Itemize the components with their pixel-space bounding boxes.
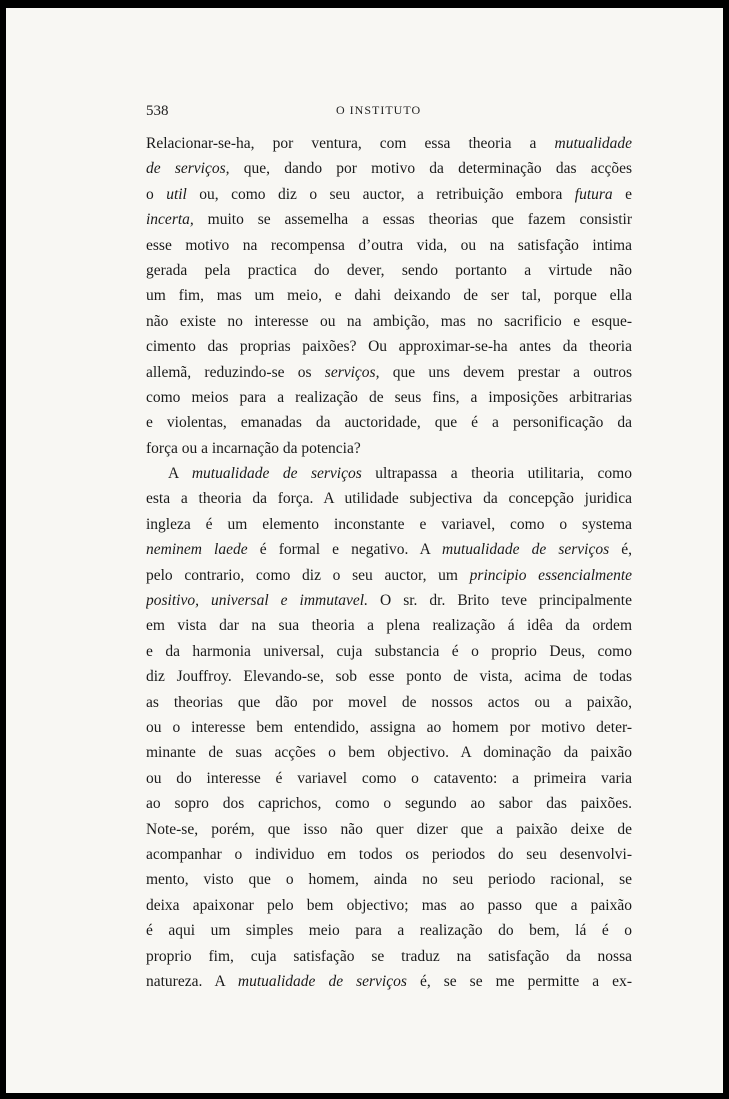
text-segment: esta a theoria da força. A utilidade subjectiva da concepção juridica <box>146 490 632 508</box>
text-line <box>146 461 632 486</box>
text-segment: ou o interesse bem entendido, assigna ao homem por motivo deter- <box>146 718 632 736</box>
text-segment: é, se se me permitte a ex- <box>406 972 632 990</box>
text-segment: muito se assemelha a essas theorias que fazem consistir <box>193 211 632 229</box>
text-segment: ao sopro dos caprichos, como o segundo ao sabor das paixões. <box>146 795 632 813</box>
text-segment: gerada pela practica do dever, sendo portanto a virtude não <box>146 261 632 279</box>
text-line <box>146 512 632 537</box>
italic-segment: serviços, <box>324 363 380 381</box>
text-segment: diz Jouffroy. Elevando-se, sob esse ponto de vista, acima de todas <box>146 668 632 686</box>
text-segment: em vista dar na sua theoria a plena realização á idêa da ordem <box>146 617 632 635</box>
body-text <box>146 131 632 994</box>
text-segment: e da harmonia universal, cuja substancia é o proprio Deus, como <box>146 642 632 660</box>
text-line <box>146 715 632 740</box>
text-line <box>146 537 632 562</box>
italic-segment: principio essencialmente <box>469 566 632 584</box>
running-title: O INSTITUTO <box>336 103 422 117</box>
text-line <box>146 233 632 258</box>
text-segment: e violentas, emanadas da auctoridade, que é a personificação da <box>146 414 632 432</box>
text-line <box>146 436 632 461</box>
text-line <box>146 410 632 435</box>
italic-segment: positivo, universal e immutavel. <box>146 592 368 610</box>
text-line <box>146 842 632 867</box>
text-segment: O sr. dr. Brito teve principalmente <box>367 592 632 610</box>
text-segment: não existe no interesse ou na ambição, mas no sacrificio e esque- <box>146 312 632 330</box>
text-segment: minante de suas acções o bem objectivo. A dominação da paixão <box>146 744 632 762</box>
text-segment: um fim, mas um meio, e dahi deixando de ser tal, porque ella <box>146 287 632 305</box>
text-line <box>146 486 632 511</box>
text-line <box>146 588 632 613</box>
text-line <box>146 283 632 308</box>
text-segment: força ou a incarnação da potencia? <box>146 439 361 457</box>
text-segment: Relacionar-se-ha, por ventura, com essa theoria a <box>146 135 555 152</box>
text-line <box>146 690 632 715</box>
text-segment: é aqui um simples meio para a realização do bem, lá é o <box>146 922 632 940</box>
text-segment: Note-se, porém, que isso não quer dizer que a paixão deixe de <box>146 820 632 838</box>
text-line <box>146 893 632 918</box>
text-line <box>146 563 632 588</box>
text-line <box>146 817 632 842</box>
text-line <box>146 944 632 969</box>
italic-segment: neminem laede <box>146 541 248 559</box>
text-line <box>146 969 632 994</box>
text-segment: acompanhar o individuo em todos os periodos do seu desenvolvi- <box>146 845 632 863</box>
italic-segment: mutualidade de serviços <box>191 465 362 483</box>
text-segment: ou, como diz o seu auctor, a retribuição embora <box>186 185 575 203</box>
italic-segment: mutualidade de serviços <box>237 972 407 990</box>
book-page <box>6 8 723 1093</box>
text-line <box>146 131 632 156</box>
text-line <box>146 664 632 689</box>
text-segment: é, <box>609 541 632 559</box>
text-segment: é formal e negativo. A <box>247 541 443 559</box>
text-segment: proprio fim, cuja satisfação se traduz na satisfação da nossa <box>146 947 632 965</box>
text-line <box>146 385 632 410</box>
text-segment: natureza. A <box>146 972 238 990</box>
text-line <box>146 334 632 359</box>
italic-segment: mutualidade de serviços <box>442 541 610 559</box>
text-line <box>146 766 632 791</box>
text-line <box>146 156 632 181</box>
text-line <box>146 182 632 207</box>
text-segment: A <box>168 465 192 483</box>
text-line <box>146 639 632 664</box>
italic-segment: futura <box>574 185 613 203</box>
text-line <box>146 258 632 283</box>
italic-segment: incerta, <box>146 211 194 229</box>
text-line <box>146 613 632 638</box>
text-segment: deixa apaixonar pelo bem objectivo; mas ao passo que a paixão <box>146 896 632 914</box>
text-line <box>146 867 632 892</box>
italic-segment: util <box>166 185 187 203</box>
text-segment: allemã, reduzindo-se os <box>146 363 325 381</box>
page-number: 538 <box>146 103 169 119</box>
text-line <box>146 360 632 385</box>
text-segment: mento, visto que o homem, ainda no seu periodo racional, se <box>146 871 632 889</box>
text-segment: esse motivo na recompensa d’outra vida, ou na satisfação intima <box>146 236 632 254</box>
text-segment: ou do interesse é variavel como o catavento: a primeira varia <box>146 769 632 787</box>
text-segment: cimento das proprias paixões? Ou approximar-se-ha antes da theoria <box>146 338 632 356</box>
text-segment: como meios para a realização de seus fins, a imposições arbitrarias <box>146 388 632 406</box>
text-segment: pelo contrario, como diz o seu auctor, um <box>146 566 470 584</box>
text-line <box>146 207 632 232</box>
text-segment: as theorias que dão por movel de nossos actos ou a paixão, <box>146 693 632 711</box>
text-segment: ingleza é um elemento inconstante e variavel, como o systema <box>146 515 632 533</box>
page-header <box>146 103 606 125</box>
text-line <box>146 309 632 334</box>
text-line <box>146 918 632 943</box>
text-segment: que, dando por motivo da determinação das acções <box>229 160 632 178</box>
text-line <box>146 791 632 816</box>
text-segment: ultrapassa a theoria utilitaria, como <box>361 465 632 483</box>
italic-segment: de serviços, <box>146 160 230 178</box>
text-segment: que uns devem prestar a outros <box>379 363 632 381</box>
text-segment: e <box>612 185 632 203</box>
text-segment: o <box>146 185 167 203</box>
text-line <box>146 740 632 765</box>
italic-segment: mutualidade <box>554 135 632 152</box>
